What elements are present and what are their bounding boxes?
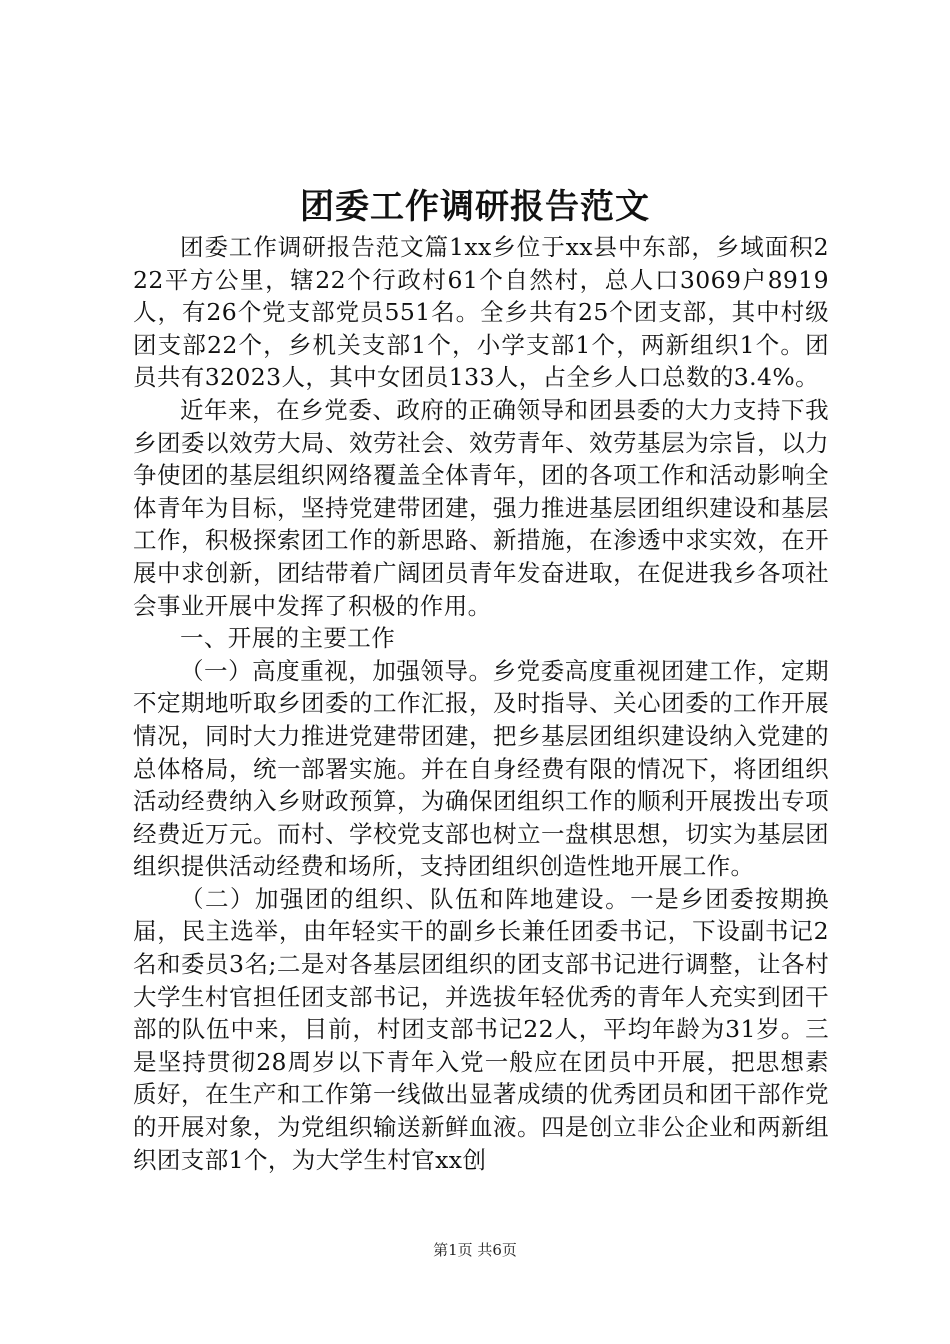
document-body	[133, 231, 829, 1176]
paragraph-recent-years: 近年来，在乡党委、政府的正确领导和团县委的大力支持下我乡团委以效劳大局、效劳社会、效劳青年、效劳基层为宗旨，以力争使团的基层组织网络覆盖全体青年，团的各项工作和活动影响全体青年为目标，坚持党建带团建，强力推进基层团组织建设和基层工作，积极探索团工作的新思路、新措施，在渗透中求实效，在开展中求创新，团结带着广阔团员青年发奋进取，在促进我乡各项社会事业开展中发挥了积极的作用。	[133, 395, 829, 620]
page-number-footer: 第1页 共6页	[433, 1241, 517, 1259]
section-heading-main-work: 一、开展的主要工作	[180, 624, 396, 653]
paragraph-organization: （二）加强团的组织、队伍和阵地建设。一是乡团委按期换届，民主选举，由年轻实干的副乡长兼任团委书记，下设副书记2名和委员3名;二是对各基层团组织的团支部书记进行调整，让各村大学生村官担任团支部书记，并选拔年轻优秀的青年人充实到团干部的队伍中来，目前，村团支部书记22人，平均年龄为31岁。三是坚持贯彻28周岁以下青年入党一般应在团员中开展，把思想素质好，在生产和工作第一线做出显著成绩的优秀团员和团干部作党的开展对象，为党组织输送新鲜血液。四是创立非公企业和两新组织团支部1个，为大学生村官xx创	[133, 884, 829, 1174]
paragraph-leadership: （一）高度重视，加强领导。乡党委高度重视团建工作，定期不定期地听取乡团委的工作汇报，及时指导、关心团委的工作开展情况，同时大力推进党建带团建，把乡基层团组织建设纳入党建的总体格局，统一部署实施。并在自身经费有限的情况下，将团组织活动经费纳入乡财政预算，为确保团组织工作的顺利开展拨出专项经费近万元。而村、学校党支部也树立一盘棋思想，切实为基层团组织提供活动经费和场所，支持团组织创造性地开展工作。	[133, 656, 829, 881]
document-title: 团委工作调研报告范文	[300, 187, 650, 227]
paragraph-intro: 团委工作调研报告范文篇1xx乡位于xx县中东部，乡域面积222平方公里，辖22个行政村61个自然村，总人口3069户8919人，有26个党支部党员551名。全乡共有25个团支部，其中村级团支部22个，乡机关支部1个，小学支部1个，两新组织1个。团员共有32023人，其中女团员133人，占全乡人口总数的3.4%。	[133, 233, 829, 392]
